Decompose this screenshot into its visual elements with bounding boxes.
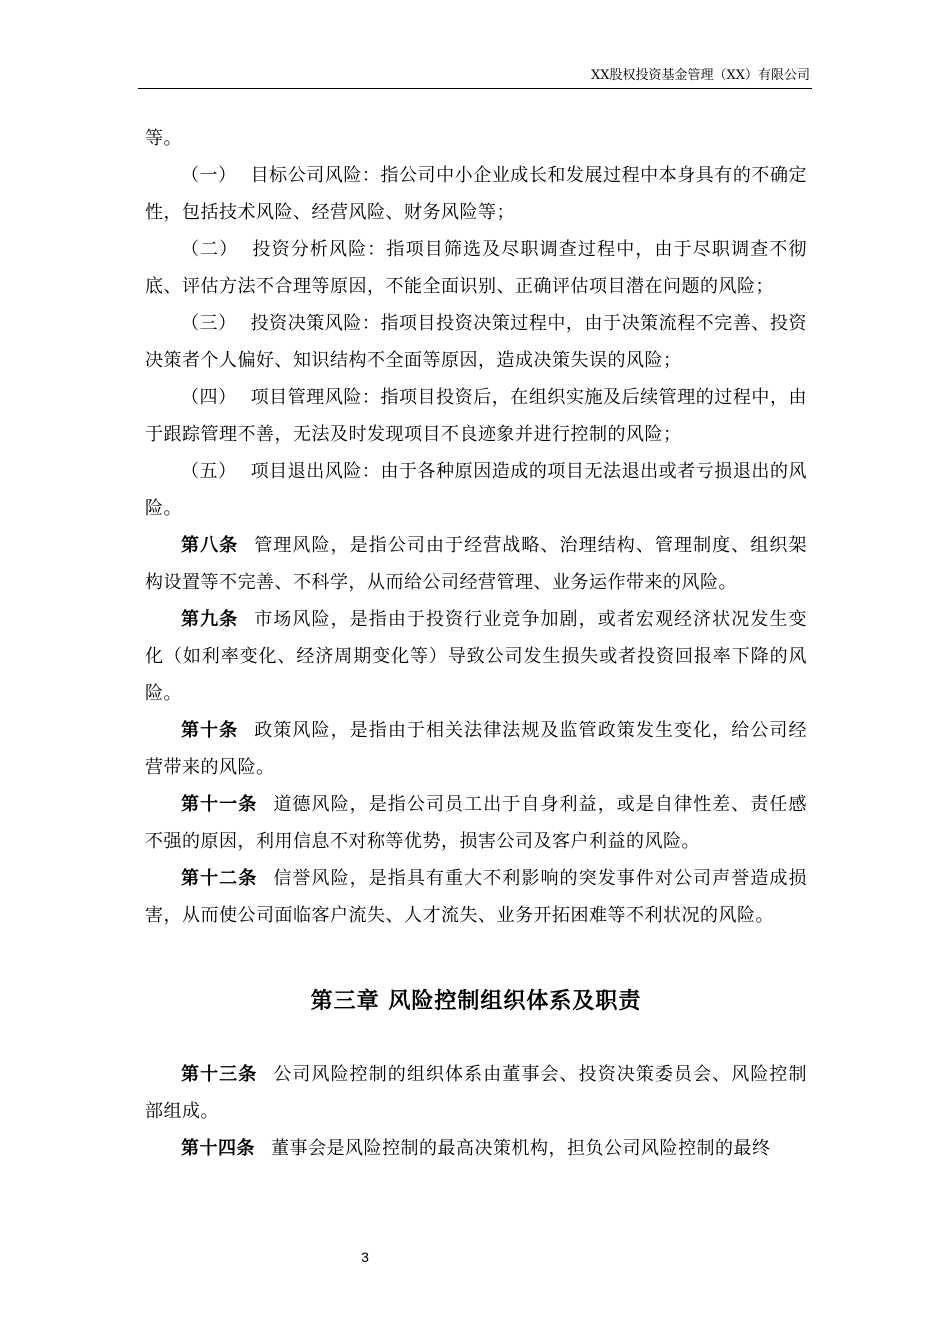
- list-item-1: [145, 157, 807, 231]
- list-item-label: （四）: [181, 387, 237, 408]
- article-text: 道德风险，是指公司员工出于自身利益，或是自律性差、责任感不强的原因，利用信息不对称等优势，损害公司及客户利益的风险。: [145, 794, 808, 852]
- page-number: 3: [361, 1249, 369, 1265]
- article-14: [145, 1130, 807, 1167]
- list-item-label: （二）: [181, 239, 239, 260]
- article-number: 第十三条: [181, 1064, 258, 1085]
- document-body: [145, 120, 807, 1167]
- list-item-text: 投资决策风险：指项目投资决策过程中，由于决策流程不完善、投资决策者个人偏好、知识结构不全面等原因，造成决策失误的风险；: [145, 313, 807, 371]
- article-text: 市场风险，是指由于投资行业竞争加剧，或者宏观经济状况发生变化（如利率变化、经济周期变化等）导致公司发生损失或者投资回报率下降的风险。: [145, 609, 808, 704]
- list-item-5: [145, 453, 807, 527]
- header-company-name: XX股权投资基金管理（XX）有限公司: [590, 68, 810, 83]
- article-12: [145, 860, 807, 934]
- list-item-label: （一）: [181, 165, 237, 186]
- article-9: [145, 601, 807, 712]
- list-item-text: 目标公司风险：指公司中小企业成长和发展过程中本身具有的不确定性，包括技术风险、经营风险、财务风险等；: [145, 165, 807, 223]
- article-8: [145, 527, 807, 601]
- article-10: [145, 712, 807, 786]
- list-item-text: 项目管理风险：指项目投资后，在组织实施及后续管理的过程中，由于跟踪管理不善，无法及时发现项目不良迹象并进行控制的风险；: [145, 387, 807, 445]
- article-number: 第八条: [181, 535, 239, 556]
- article-11: [145, 786, 807, 860]
- list-item-3: [145, 305, 807, 379]
- chapter-heading: 第三章 风险控制组织体系及职责: [310, 988, 642, 1014]
- paragraph-continuation: [145, 120, 807, 157]
- article-number: 第十条: [181, 720, 239, 741]
- list-item-label: （三）: [181, 313, 237, 334]
- article-text: 董事会是风险控制的最高决策机构，担负公司风险控制的最终: [271, 1138, 771, 1159]
- article-number: 第九条: [181, 609, 239, 630]
- article-number: 第十四条: [181, 1138, 255, 1159]
- article-text: 政策风险，是指由于相关法律法规及监管政策发生变化，给公司经营带来的风险。: [145, 720, 808, 778]
- article-13: [145, 1056, 807, 1130]
- list-item-2: [145, 231, 807, 305]
- list-item-4: [145, 379, 807, 453]
- paragraph-text: 等。: [145, 128, 182, 149]
- article-text: 信誉风险，是指具有重大不利影响的突发事件对公司声誉造成损害，从而使公司面临客户流失、人才流失、业务开拓困难等不利状况的风险。: [145, 868, 808, 926]
- article-text: 公司风险控制的组织体系由董事会、投资决策委员会、风险控制部组成。: [145, 1064, 808, 1122]
- page-header: [138, 66, 812, 89]
- article-text: 管理风险，是指公司由于经营战略、治理结构、管理制度、组织架构设置等不完善、不科学，从而给公司经营管理、业务运作带来的风险。: [145, 535, 808, 593]
- list-item-label: （五）: [181, 461, 237, 482]
- article-number: 第十二条: [181, 868, 258, 889]
- list-item-text: 项目退出风险：由于各种原因造成的项目无法退出或者亏损退出的风险。: [145, 461, 807, 519]
- list-item-text: 投资分析风险：指项目筛选及尽职调查过程中，由于尽职调查不彻底、评估方法不合理等原因，不能全面识别、正确评估项目潜在问题的风险；: [145, 239, 807, 297]
- article-number: 第十一条: [181, 794, 258, 815]
